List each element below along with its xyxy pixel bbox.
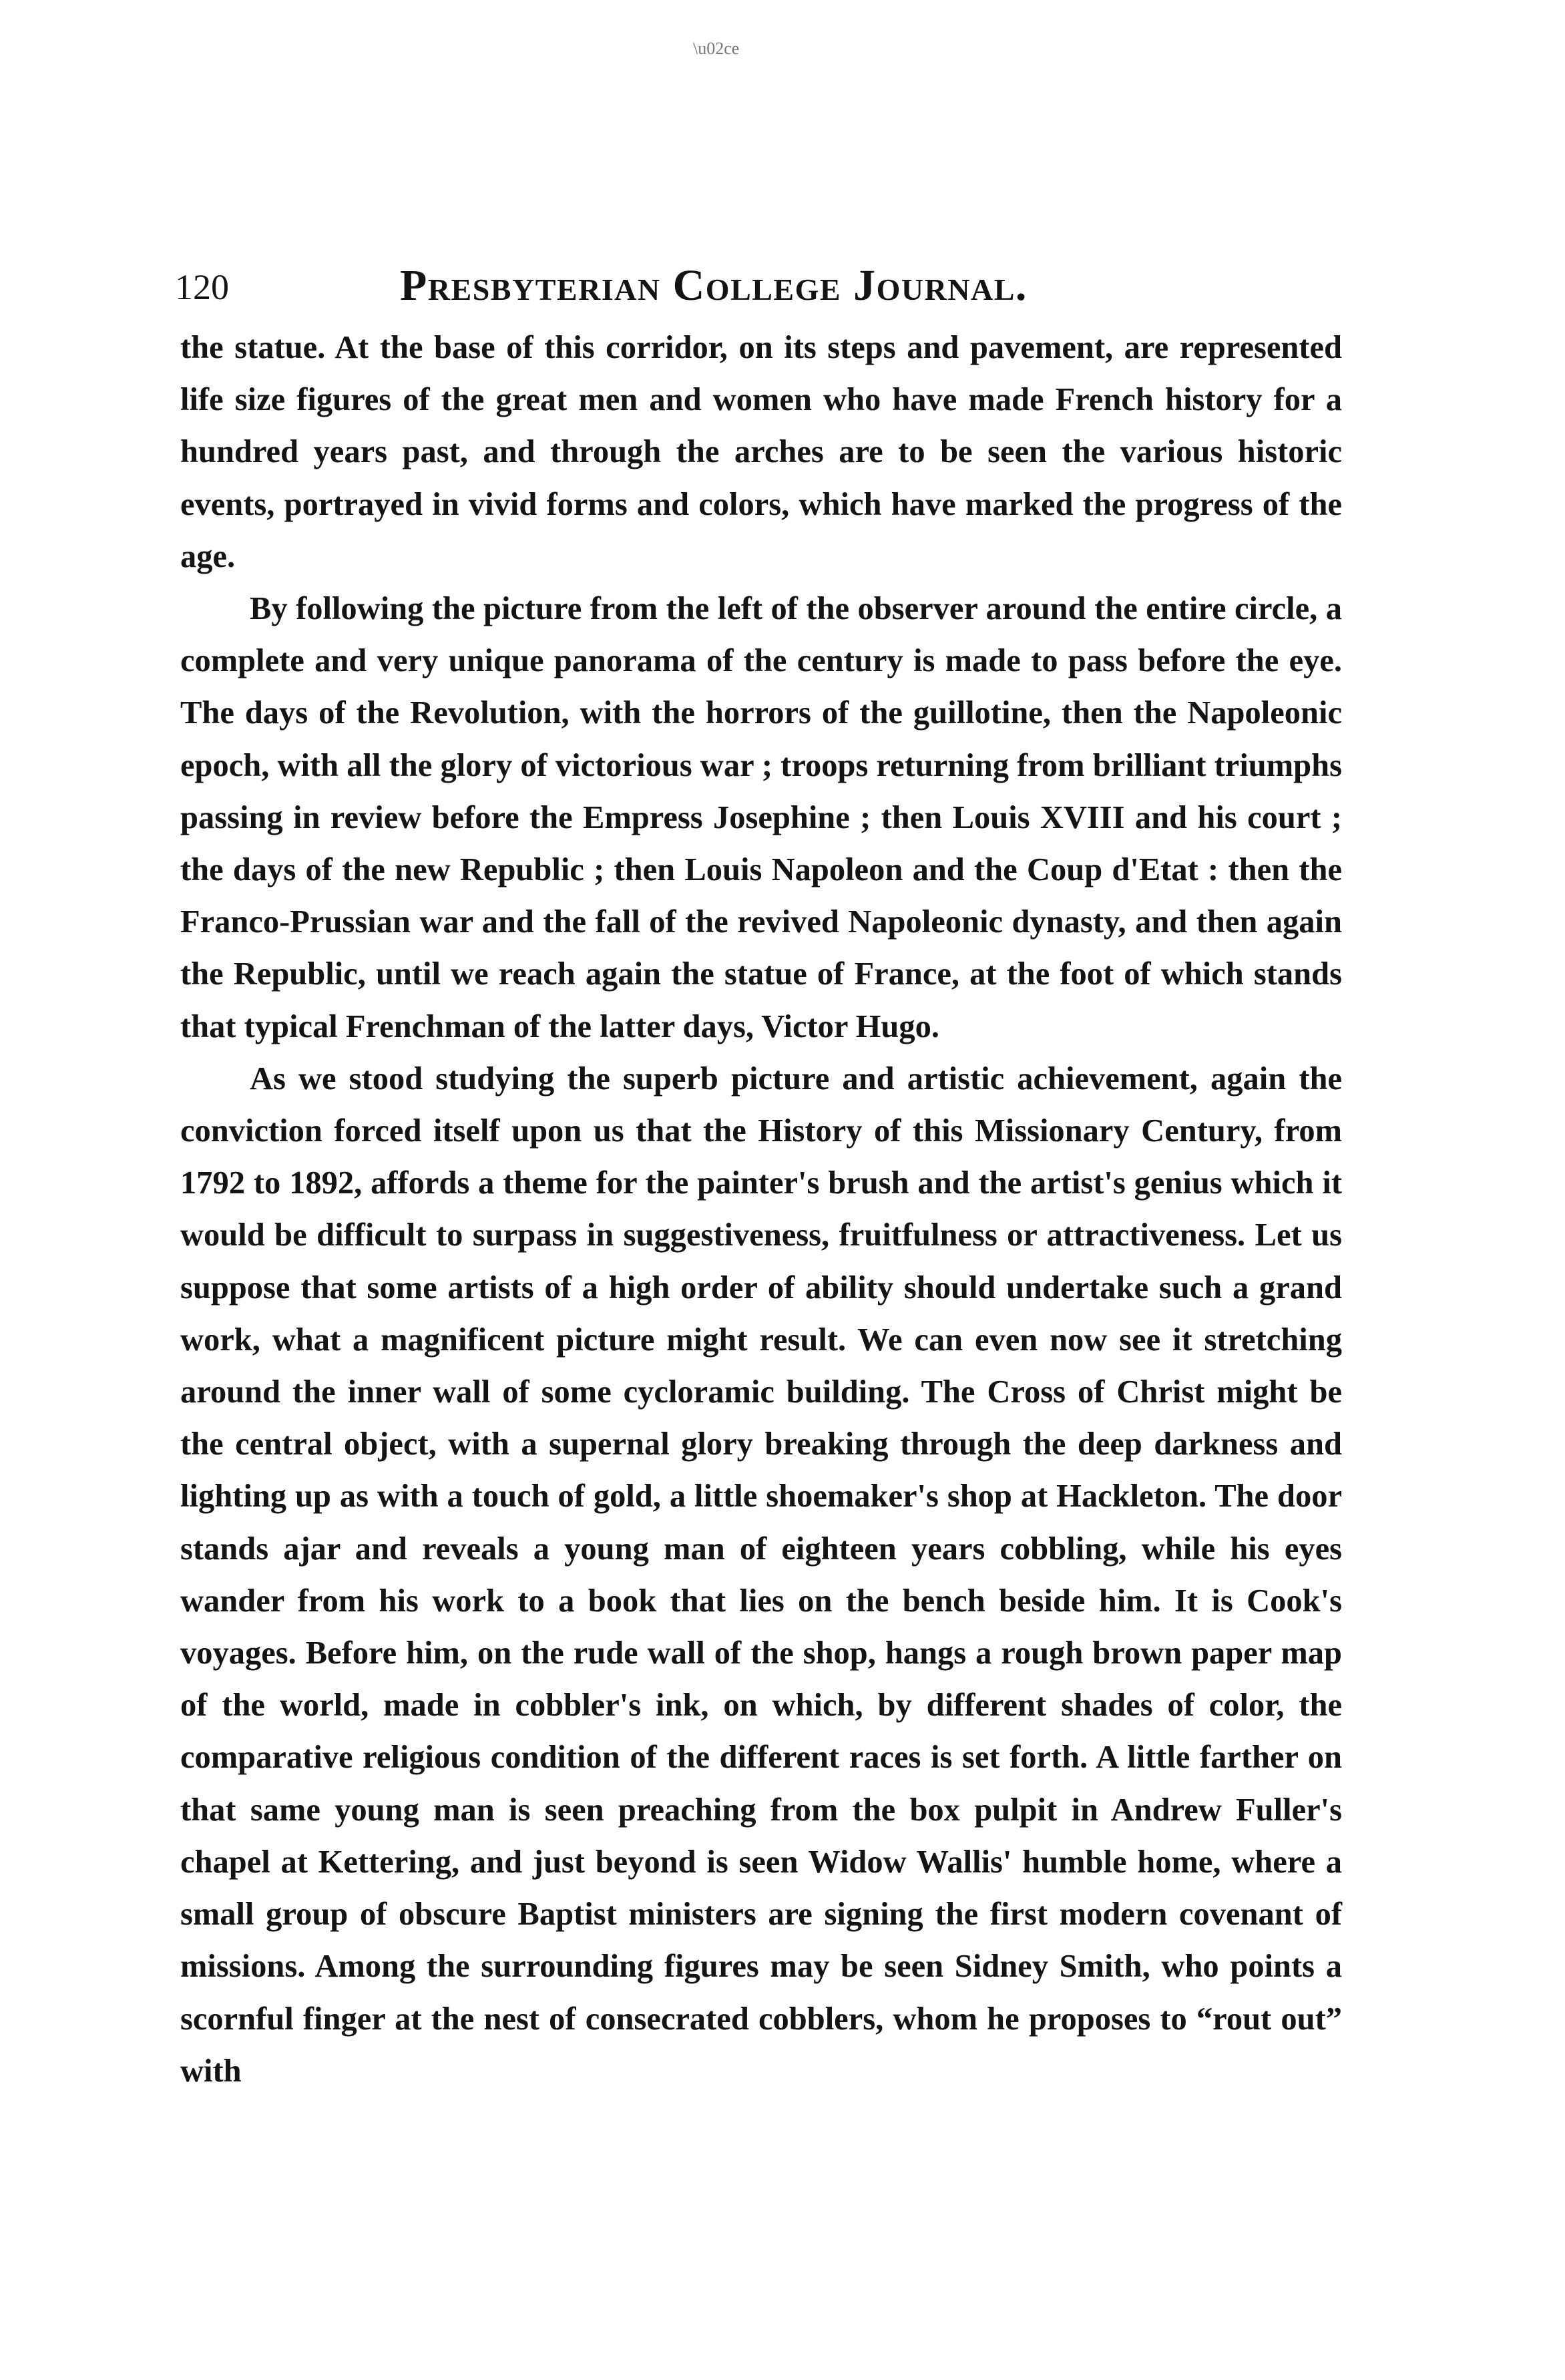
stray-mark: \u02ce [693,39,740,58]
paragraph: By following the picture from the left of the observer around the entire circle, a complete and very unique panorama of the century is made to pass before the eye. The days of the Revolution, with the horrors of the guillotine, then the Napoleonic epoch, with all the glory of victorious war ; troops returning from brilliant triumphs passing in review before the Empress Josephine ; then Louis XVIII and his court ; the days of the new Republic ; then Louis Napoleon and the Coup d'Etat : then the Franco-Prussian war and the fall of the revived Napoleonic dynasty, and then again the Republic, until we reach again the statue of France, at the foot of which stands that typical Frenchman of the latter days, Victor Hugo. [180,591,1342,1044]
page-number: 120 [175,267,229,307]
body-text [180,322,1342,2098]
paragraph: As we stood studying the superb picture and artistic achievement, again the conviction forced itself upon us that the History of this Missionary Century, from 1792 to 1892, affords a theme for the painter's brush and the artist's genius which it would be difficult to surpass in suggestiveness, fruitfulness or attractiveness. Let us suppose that some artists of a high order of ability should undertake such a grand work, what a magnificent picture might result. We can even now see it stretching around the inner wall of some cycloramic building. The Cross of Christ might be the central object, with a supernal glory breaking through the deep darkness and lighting up as with a touch of gold, a little shoemaker's shop at Hackleton. The door stands ajar and reveals a young man of eighteen years cobbling, while his eyes wander from his work to a book that lies on the bench beside him. It is Cook's voyages. Before him, on the rude wall of the shop, hangs a rough brown paper map of the world, made in cobbler's ink, on which, by different shades of color, the comparative religious condition of the different races is set forth. A little farther on that same young man is seen preaching from the box pulpit in Andrew Fuller's chapel at Kettering, and just beyond is seen Widow Wallis' humble home, where a small group of obscure Baptist ministers are signing the first modern covenant of missions. Among the surrounding figures may be seen Sidney Smith, who points a scornful finger at the nest of consecrated cobblers, whom he proposes to “rout out” with [180,1060,1342,2089]
running-title: Presbyterian College Journal. [400,261,1028,310]
paragraph: the statue. At the base of this corridor, on its steps and pavement, are represented life size figures of the great men and women who have made French history for a hundred years past, and through the arches are to be seen the various historic events, portrayed in vivid forms and colors, which have marked the progress of the age. [180,330,1342,574]
running-header [175,262,1326,315]
